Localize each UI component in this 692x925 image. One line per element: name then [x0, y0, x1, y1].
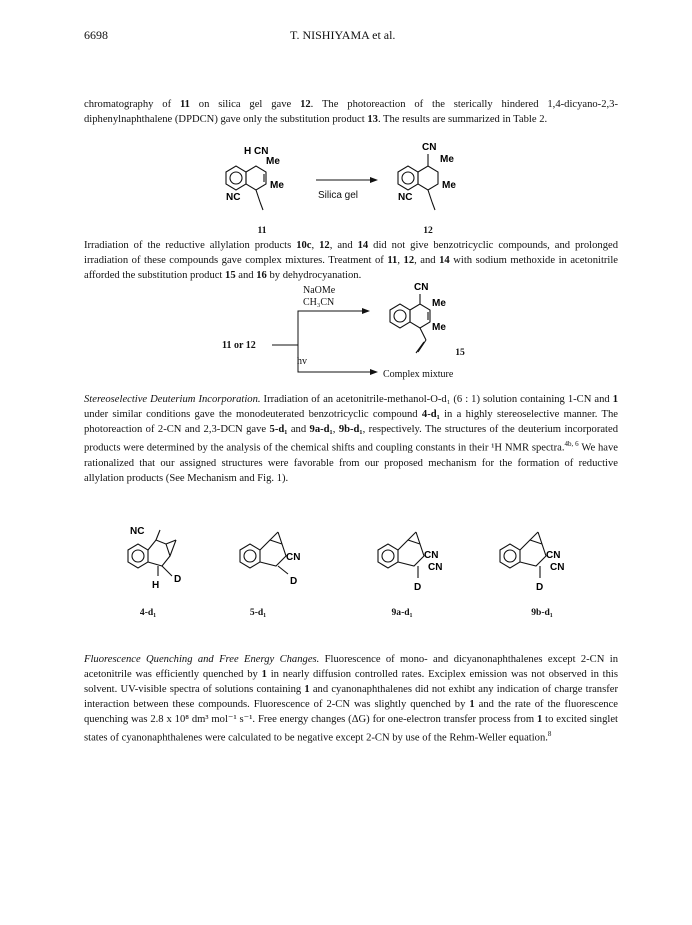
- atom-cn-9ad-1: CN: [424, 550, 439, 561]
- atom-cn-9ad-2: CN: [428, 562, 443, 573]
- structure-11: [226, 166, 266, 210]
- scheme-2: [270, 280, 480, 380]
- atom-cn-12: CN: [422, 142, 437, 153]
- paragraph-1: chromatography of 11 on silica gel gave 12. The photoreaction of the sterically hindered 1,4-dicyano-2,3-diphenylnaphthalene (DPDCN) gave only the substitution product 13. The results are summarized in Table 2.: [84, 99, 618, 126]
- paragraph-4: Fluorescence Quenching and Free Energy Changes. Fluorescence of mono- and dicyanonaphthalenes except 2-CN in acetonitrile was efficiently quenched by 1 in nearly diffusion controlled rates. Exciplex emission was not observed in this solvent. UV-visible spectra of solutions containing 1 and cyanonaphthalenes did not exhibt any indication of charge transfer interaction between these compounds. Fluorescence of 2-CN was slightly quenched by 1 and the rate of the fluorescence quenching was 2.8 x 10⁸ dm³ mol⁻¹ s⁻¹. Free energy changes (ΔG) for one-electron transfer process from 1 to excited singlet states of cyanonaphthalenes were calculated to be negative except 2-CN by use of the Rehm-Weller equation.$^8$: [84, 654, 618, 744]
- atom-h-4d: H: [152, 580, 160, 591]
- arrow-head-1: [370, 177, 378, 183]
- label-9ad1: 9a-d₁: [391, 607, 413, 618]
- atom-cn-5d: CN: [286, 552, 301, 563]
- atom-me-15a: Me: [432, 298, 446, 309]
- structure-9bd: [500, 532, 546, 578]
- structure-5d: [240, 532, 288, 574]
- atom-nc: NC: [226, 192, 241, 203]
- atom-cn-9bd-2: CN: [550, 562, 565, 573]
- atom-me-12b: Me: [442, 180, 456, 191]
- label-5d1: 5-d₁: [249, 607, 267, 618]
- atom-me-12a: Me: [440, 154, 454, 165]
- label-15: 15: [455, 347, 465, 358]
- reagent-ch3cn: CH₃CN: [303, 297, 335, 308]
- atom-me-1: Me: [266, 156, 280, 167]
- atom-cn: CN: [254, 146, 269, 157]
- atom-cn-9bd-1: CN: [546, 550, 561, 561]
- arrow-head-2a: [362, 308, 370, 314]
- atom-cn-15: CN: [414, 282, 429, 293]
- paragraph-3: Stereoselective Deuterium Incorporation. Irradiation of an acetonitrile-methanol-O-d₁ (6 : 1) solution containing 1-CN and 1 under similar conditions gave the monodeuterated benzotricyclic compound 4-d₁ in a highly stereoselective manner. The photoreaction of 2-CN and 2,3-DCN gave 5-d₁ and 9a-d₁, 9b-d₁, respectively. The structures of the deuterium incorporated products were determined by the analysis of the chemical shifts and coupling constants in their ¹H NMR spectra.$^{4b, 6}$ We have rationalized that our assigned structures were favorable from our proposed mechanism for the formation of reductive allylation products (See Mechanism and Fig. 1).: [84, 394, 619, 484]
- label-11: 11: [257, 225, 267, 236]
- atom-me-2: Me: [270, 180, 284, 191]
- atom-d-5d: D: [290, 576, 298, 587]
- atom-h: H: [244, 146, 252, 157]
- scheme-1: [220, 140, 500, 222]
- atom-d-9bd: D: [536, 582, 544, 593]
- label-4d1: 4-d₁: [139, 607, 157, 618]
- running-head: T. NISHIYAMA et al.: [290, 28, 396, 42]
- atom-me-15b: Me: [432, 322, 446, 333]
- reagent-silica: Silica gel: [318, 190, 359, 201]
- arrow-head-2b: [370, 369, 378, 375]
- label-9bd1: 9b-d₁: [531, 607, 553, 618]
- paragraph-2: Irradiation of the reductive allylation products 10c, 12, and 14 did not give benzotricyclic compounds, and prolonged irradiation of these compounds gave complex mixtures. Treatment of 11, 12, and 14 with sodium methoxide in acetonitrile afforded the substitution product 15 and 16 by dehydrocyanation.: [84, 240, 619, 282]
- atom-nc-4d: NC: [130, 526, 145, 537]
- structure-15: [390, 294, 430, 353]
- label-12: 12: [423, 225, 433, 236]
- start-11-or-12: 11 or 12: [222, 340, 256, 351]
- atom-d-4d: D: [174, 574, 182, 585]
- structures-row: [118, 520, 598, 600]
- atom-d-9ad: D: [414, 582, 422, 593]
- atom-nc-12: NC: [398, 192, 413, 203]
- page-number: 6698: [84, 28, 108, 42]
- complex-mixture: Complex mixture: [383, 369, 454, 380]
- reagent-naome: NaOMe: [303, 285, 336, 296]
- reagent-hv: hv: [297, 356, 307, 367]
- structure-9ad: [378, 532, 424, 578]
